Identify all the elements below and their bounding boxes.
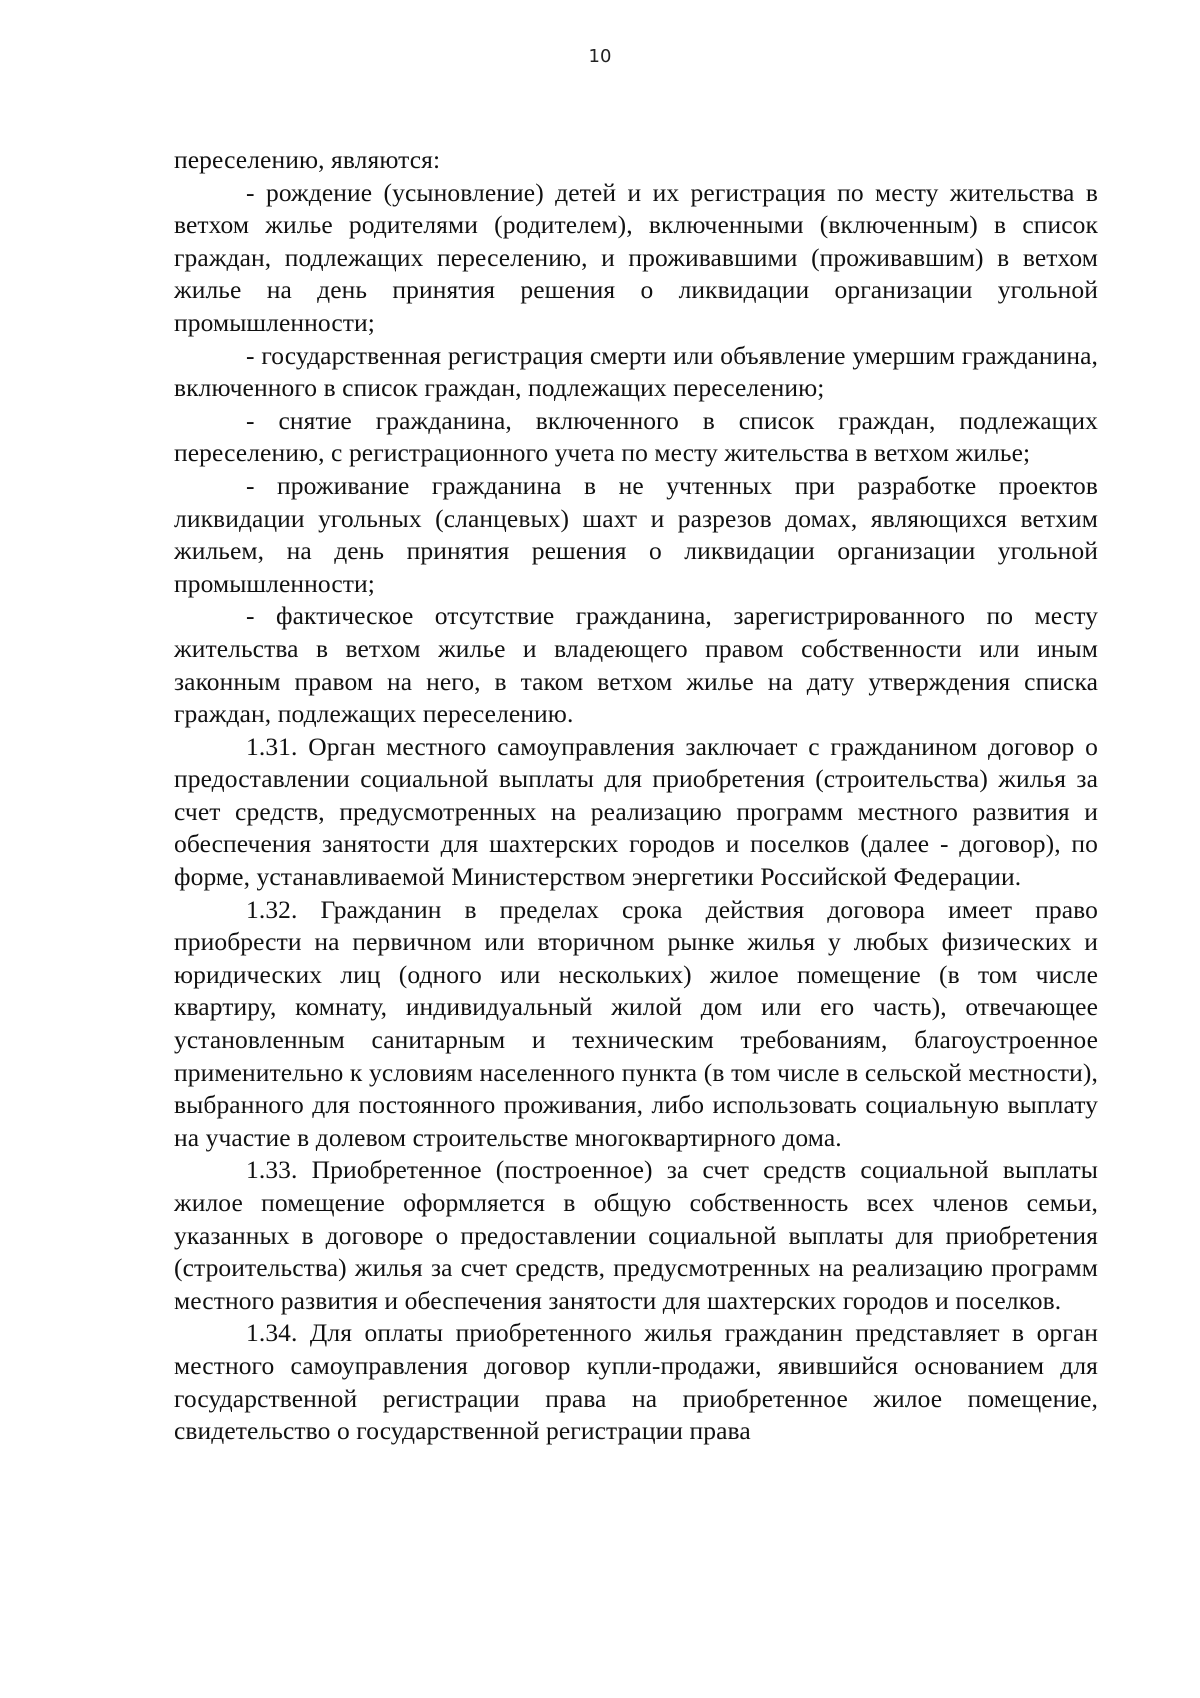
paragraph-3: - снятие гражданина, включенного в список граждан, подлежащих переселению, с регистрационного учета по месту жительства в ветхом жилье; <box>174 405 1098 468</box>
paragraph-6: 1.31. Орган местного самоуправления заключает с гражданином договор о предоставлении социальной выплаты для приобретения (строительства) жилья за счет средств, предусмотренных на реализацию программ местного развития и обеспечения занятости для шахтерских городов и поселков (далее - договор), по форме, устанавливаемой Министерством энергетики Российской Федерации. <box>174 731 1098 892</box>
paragraph-2: - государственная регистрация смерти или объявление умершим гражданина, включенного в список граждан, подлежащих переселению; <box>174 340 1098 403</box>
paragraph-0: переселению, являются: <box>174 145 441 174</box>
paragraph-1: - рождение (усыновление) детей и их регистрация по месту жительства в ветхом жилье родителями (родителем), включенными (включенным) в список граждан, подлежащих переселению, и проживавшими (проживавшим) в ветхом жилье на день принятия решения о ликвидации организации угольной промышленности; <box>174 177 1098 337</box>
paragraph-9: 1.34. Для оплаты приобретенного жилья гражданин представляет в орган местного самоуправления договор купли-продажи, явившийся основанием для государственной регистрации права на приобретенное жилое помещение, свидетельство о государственной регистрации права <box>174 1318 1098 1446</box>
paragraph-5: - фактическое отсутствие гражданина, зарегистрированного по месту жительства в ветхом жилье и владеющего правом собственности или иным законным правом на него, в таком ветхом жилье на дату утверждения списка граждан, подлежащих переселению. <box>174 601 1098 729</box>
paragraph-4: - проживание гражданина в не учтенных при разработке проектов ликвидации угольных (сланцевых) шахт и разрезов домах, являющихся ветхим жильем, на день принятия решения о ликвидации организации угольной промышленности; <box>174 470 1098 598</box>
document-body <box>174 144 1098 1448</box>
page-number: 10 <box>588 46 612 67</box>
paragraph-8: 1.33. Приобретенное (построенное) за счет средств социальной выплаты жилое помещение оформляется в общую собственность всех членов семьи, указанных в договоре о предоставлении социальной выплаты для приобретения (строительства) жилья за счет средств, предусмотренных на реализацию программ местного развития и обеспечения занятости для шахтерских городов и поселков. <box>174 1155 1098 1315</box>
paragraph-7: 1.32. Гражданин в пределах срока действия договора имеет право приобрести на первичном или вторичном рынке жилья у любых физических и юридических лиц (одного или нескольких) жилое помещение (в том числе квартиру, комнату, индивидуальный жилой дом или его часть), отвечающее установленным санитарным и техническим требованиям, благоустроенное применительно к условиям населенного пункта (в том числе в сельской местности), выбранного для постоянного проживания, либо использовать социальную выплату на участие в долевом строительстве многоквартирного дома. <box>174 894 1098 1152</box>
